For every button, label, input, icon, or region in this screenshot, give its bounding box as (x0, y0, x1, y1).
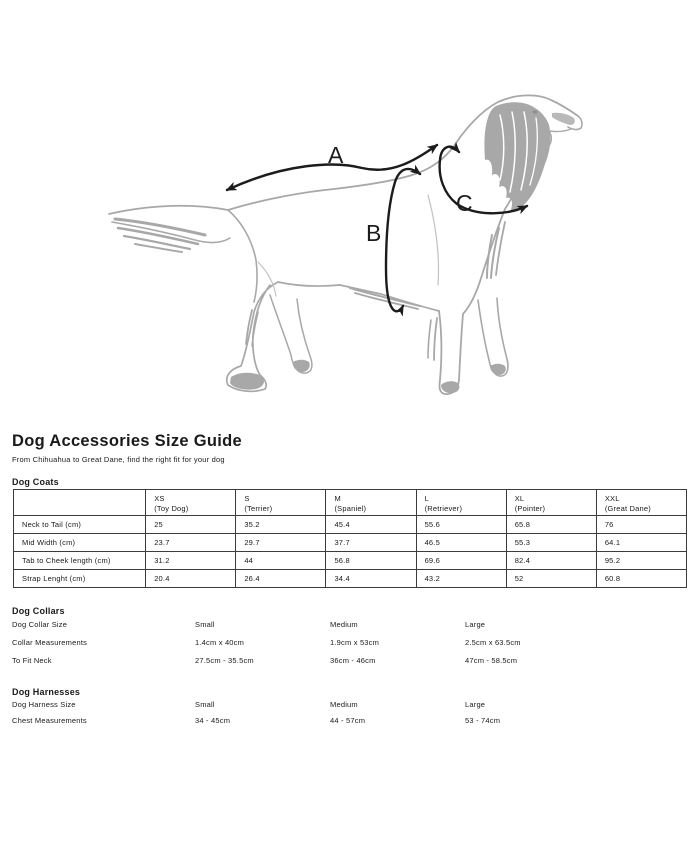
cell-value: 65.8 (506, 516, 596, 534)
cell-value: 27.5cm - 35.5cm (195, 656, 254, 665)
cell-value: 76 (596, 516, 686, 534)
coats-header-m (326, 490, 416, 516)
collars-heading: Dog Collars (12, 606, 65, 617)
collar-size-row (12, 620, 692, 632)
cell-value: 43.2 (416, 570, 506, 588)
harness-size-row (12, 700, 692, 712)
breed-example: (Spaniel) (334, 503, 367, 513)
breed-example: (Great Dane) (604, 503, 651, 513)
coats-heading: Dog Coats (12, 477, 59, 488)
size-code: M (334, 494, 341, 503)
cell-value: 1.9cm x 53cm (330, 638, 380, 647)
breed-example: (Toy Dog) (154, 503, 189, 513)
cell-value: 20.4 (146, 570, 236, 588)
cell-value: 37.7 (326, 534, 416, 552)
cell-value: 69.6 (416, 552, 506, 570)
cell-value: Small (195, 620, 215, 629)
cell-value: 64.1 (596, 534, 686, 552)
table-row (14, 570, 687, 588)
row-label: Tab to Cheek length (cm) (14, 552, 146, 570)
cell-value: 95.2 (596, 552, 686, 570)
row-label: Dog Harness Size (12, 700, 76, 709)
table-row (14, 534, 687, 552)
harness-chest-row (12, 716, 692, 728)
breed-example: (Terrier) (244, 503, 273, 513)
cell-value: Medium (330, 620, 358, 629)
dog-measurement-diagram (0, 0, 700, 420)
dog-sketch-illustration (109, 95, 582, 394)
row-label: Collar Measurements (12, 638, 88, 647)
cell-value: 23.7 (146, 534, 236, 552)
breed-example: (Pointer) (514, 503, 546, 513)
cell-value: 26.4 (236, 570, 326, 588)
cell-value: 45.4 (326, 516, 416, 534)
row-label: Neck to Tail (cm) (14, 516, 146, 534)
measure-label-b: B (366, 220, 382, 246)
cell-value: 1.4cm x 40cm (195, 638, 245, 647)
coats-table (13, 489, 687, 588)
coats-header-s (236, 490, 326, 516)
row-label: Mid Width (cm) (14, 534, 146, 552)
cell-value: 47cm - 58.5cm (465, 656, 518, 665)
coats-header-l (416, 490, 506, 516)
row-label: Chest Measurements (12, 716, 87, 725)
coats-header-xl (506, 490, 596, 516)
cell-value: 56.8 (326, 552, 416, 570)
table-row (14, 516, 687, 534)
breed-example: (Retriever) (424, 503, 463, 513)
cell-value: 34 - 45cm (195, 716, 231, 725)
cell-value: Large (465, 620, 486, 629)
measure-label-c: C (456, 190, 473, 216)
cell-value: 55.3 (506, 534, 596, 552)
size-code: L (424, 494, 429, 503)
coats-header-xxl (596, 490, 686, 516)
collar-fit-neck-row (12, 656, 692, 668)
cell-value: 46.5 (416, 534, 506, 552)
size-code: XS (154, 494, 165, 503)
cell-value: 52 (506, 570, 596, 588)
cell-value: 82.4 (506, 552, 596, 570)
cell-value: 44 (236, 552, 326, 570)
size-code: XL (514, 494, 525, 503)
size-code: XXL (604, 494, 620, 503)
cell-value: 31.2 (146, 552, 236, 570)
coats-header-xs (146, 490, 236, 516)
cell-value: Large (465, 700, 486, 709)
cell-value: 2.5cm x 63.5cm (465, 638, 521, 647)
cell-value: 25 (146, 516, 236, 534)
cell-value: Medium (330, 700, 358, 709)
page-subtitle: From Chihuahua to Great Dane, find the right fit for your dog (12, 454, 225, 464)
dog-eye (532, 110, 537, 114)
cell-value: 53 - 74cm (465, 716, 501, 725)
row-label: To Fit Neck (12, 656, 52, 665)
measure-label-a: A (328, 142, 344, 168)
cell-value: Small (195, 700, 215, 709)
harnesses-heading: Dog Harnesses (12, 687, 81, 698)
cell-value: 55.6 (416, 516, 506, 534)
cell-value: 34.4 (326, 570, 416, 588)
cell-value: 44 - 57cm (330, 716, 366, 725)
row-label: Strap Lenght (cm) (14, 570, 146, 588)
cell-value: 60.8 (596, 570, 686, 588)
coats-header-empty (14, 490, 146, 516)
coats-header-row (14, 490, 687, 516)
arrow-b-mid-girth (386, 169, 420, 311)
page-title: Dog Accessories Size Guide (12, 432, 243, 451)
row-label: Dog Collar Size (12, 620, 68, 629)
collar-measurements-row (12, 638, 692, 650)
cell-value: 35.2 (236, 516, 326, 534)
table-row (14, 552, 687, 570)
cell-value: 36cm - 46cm (330, 656, 376, 665)
size-code: S (244, 494, 250, 503)
cell-value: 29.7 (236, 534, 326, 552)
